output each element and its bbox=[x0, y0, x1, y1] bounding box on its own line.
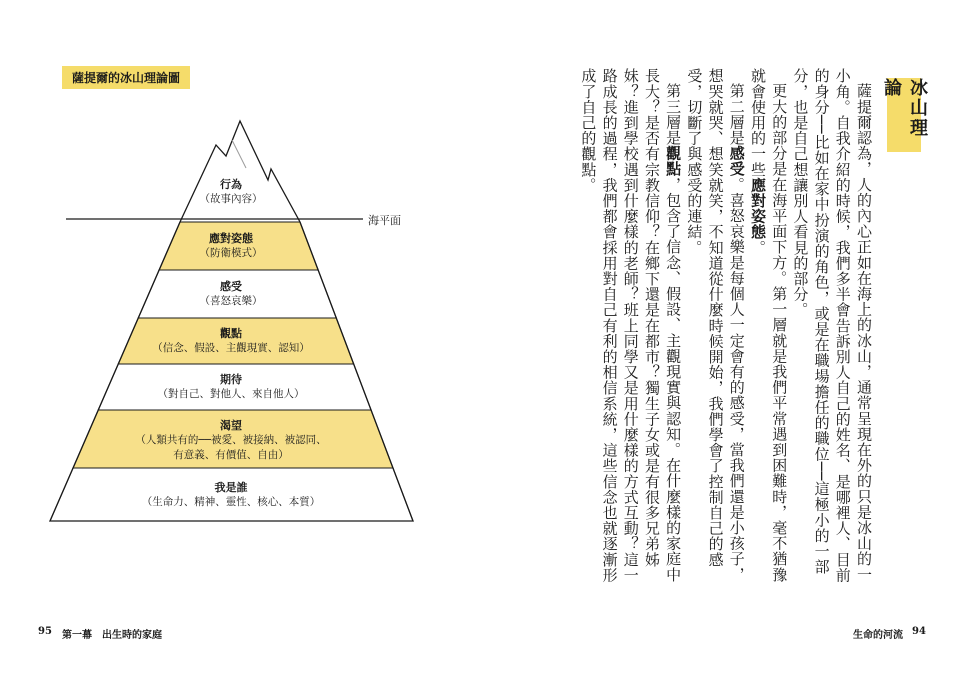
iceberg-layer-label bbox=[120, 480, 342, 510]
iceberg-layer-label bbox=[120, 418, 342, 463]
iceberg-layer-label bbox=[120, 372, 342, 402]
bold-term: 應對姿態 bbox=[748, 177, 767, 240]
body-text-run: 第三層是 bbox=[664, 83, 683, 146]
body-paragraph bbox=[577, 68, 683, 588]
running-head-right: 生命的河流 bbox=[853, 630, 903, 641]
body-text-run: ，包含了信念、假設、主觀現實與認知。在什麼樣的家庭中長大？是否有宗教信仰？在鄉下還是在都市？獨生子女或是有很多兄弟姊妹？進到學校遇到什麼樣的老師？班上同學又是用什麼樣的方式互動？這一路成長的過程，我們都會採用對自己有利的相信系統，這些信念也就逐漸形成了自己的觀點。 bbox=[579, 68, 683, 583]
iceberg-layer-label bbox=[120, 326, 342, 356]
layer-detail: （故事內容） bbox=[199, 193, 263, 205]
layer-title: 觀點 bbox=[220, 327, 242, 340]
layer-title: 行為 bbox=[220, 178, 242, 191]
bold-term: 觀點 bbox=[664, 145, 683, 177]
layer-title: 期待 bbox=[220, 373, 242, 386]
layer-title: 渴望 bbox=[220, 418, 242, 432]
body-paragraph bbox=[683, 68, 747, 588]
body-text-run: 薩提爾認為，人的內心正如在海上的冰山，通常呈現在外的只是冰山的一小角。自我介紹的時候，我們多半會告訴別人自己的姓名、是哪裡人、目前的身分──比如在家中扮演的角色，或是在職場擔任的職位──這極小的一部分，也是自己想讓別人看見的部分。 bbox=[791, 68, 873, 583]
body-text-run: 。 bbox=[748, 239, 767, 256]
layer-title: 感受 bbox=[220, 280, 242, 293]
bold-term: 感受 bbox=[727, 145, 746, 177]
body-text bbox=[556, 68, 874, 588]
layer-detail: （生命力、精神、靈性、核心、本質） bbox=[141, 496, 321, 508]
layer-detail-continued: 有意義、有價值、自由） bbox=[173, 448, 289, 461]
figure-title: 薩提爾的冰山理論圖 bbox=[62, 66, 190, 89]
body-paragraph bbox=[747, 68, 789, 588]
peak-shade bbox=[232, 140, 246, 168]
body-text-run: 更大的部分是在海平面下方。第一層就是我們平常遇到困難時，毫不猶豫就會使用的一些 bbox=[748, 68, 789, 583]
iceberg-layer-label bbox=[120, 279, 342, 309]
page-number-right: 94 bbox=[912, 626, 926, 637]
iceberg-layer-label bbox=[120, 177, 342, 207]
page-number-left: 95 bbox=[38, 626, 52, 637]
body-text-run: 。喜怒哀樂是每個人一定會有的感受，當我們還是小孩子，想哭就哭、想笑就笑，不知道從什麼時候開始，我們學會了控制自己的感受，切斷了與感受的連結。 bbox=[685, 68, 746, 583]
layer-detail: （喜怒哀樂） bbox=[199, 295, 263, 307]
body-paragraph bbox=[789, 68, 874, 588]
layer-detail: （防衛模式） bbox=[199, 247, 263, 259]
running-head-left: 第一幕 出生時的家庭 bbox=[62, 630, 162, 641]
layer-detail: （對自己、對他人、來自他人） bbox=[157, 388, 305, 400]
section-title: 冰山理論 bbox=[887, 78, 921, 152]
layer-title: 應對姿態 bbox=[209, 232, 253, 245]
layer-title: 我是誰 bbox=[214, 481, 248, 494]
sea-level-label: 海平面 bbox=[368, 214, 401, 227]
body-text-run: 第二層是 bbox=[727, 83, 746, 146]
iceberg-layer-label bbox=[120, 231, 342, 261]
layer-detail: （信念、假設、主觀現實、認知） bbox=[152, 342, 310, 354]
layer-detail: （人類共有的──被愛、被接納、被認同、 bbox=[135, 433, 327, 446]
